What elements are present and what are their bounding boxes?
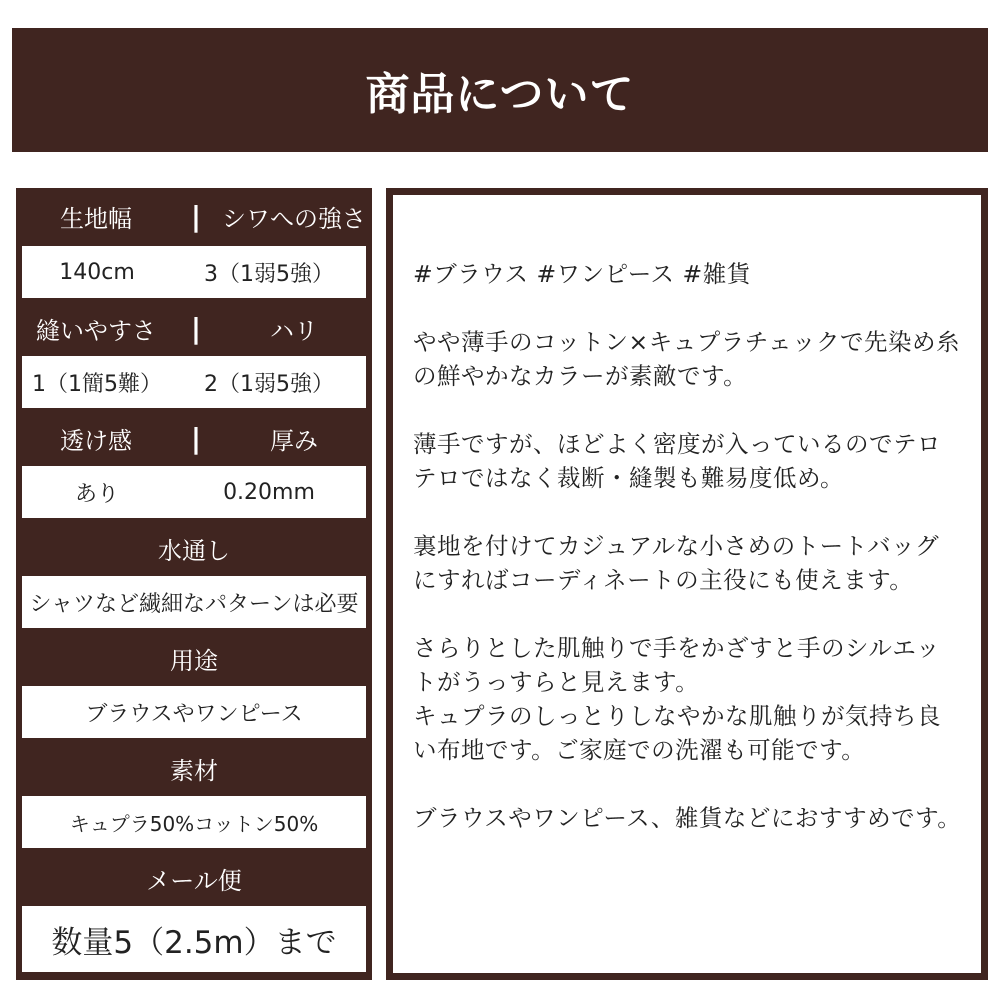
value-material: キュプラ50%コットン50%: [22, 796, 366, 848]
label-material: 素材: [170, 756, 218, 785]
spec-row2-values: [22, 356, 366, 408]
spec-row1-labels: [16, 188, 372, 244]
value-thickness: 0.20mm: [223, 479, 315, 505]
spec-row1-values: [22, 246, 366, 298]
spec-panel: [16, 188, 372, 980]
value-mail-delivery: 数量5（2.5m）まで: [22, 906, 366, 972]
label-mail-delivery: メール便: [146, 866, 242, 895]
value-usage: ブラウスやワンピース: [22, 686, 366, 738]
separator: |: [190, 199, 202, 233]
label-sheerness: 透け感: [60, 426, 132, 455]
value-stiffness: 2（1弱5強）: [204, 371, 334, 397]
separator: |: [190, 421, 202, 455]
description-text: #ブラウス #ワンピース #雑貨 やや薄手のコットン×キュプラチェックで先染め糸の鮮やかなカラーが素敵です。 薄手ですが、ほどよく密度が入っているのでテロテロではなく裁断・縫製も難易度低め。 裏地を付けてカジュアルな小さめのトートバッグにすればコーディネートの主役にも使えます。 さらりとした肌触りで手をかざすと手のシルエットがうっすらと見えます。 キュプラのしっとりしなやかな肌触りが気持ち良い布地です。ご家庭での洗濯も可能です。 ブラウスやワンピース、雑貨などにおすすめです。: [413, 260, 962, 832]
label-thickness: 厚み: [270, 426, 318, 455]
value-fabric-width: 140cm: [59, 259, 135, 285]
label-ease-of-sewing: 縫いやすさ: [36, 316, 156, 345]
value-wrinkle-resistance: 3（1弱5強）: [204, 261, 334, 287]
label-fabric-width: 生地幅: [60, 204, 132, 233]
label-usage: 用途: [170, 646, 218, 675]
value-ease-of-sewing: 1（1簡5難）: [32, 371, 162, 397]
label-pre-wash: 水通し: [158, 536, 230, 565]
description-panel: [386, 188, 988, 980]
page-title: 商品について: [365, 69, 635, 120]
label-stiffness: ハリ: [270, 316, 318, 345]
header-banner: [12, 28, 988, 152]
separator: |: [190, 311, 202, 345]
value-pre-wash: シャツなど繊細なパターンは必要: [22, 576, 366, 628]
spec-row3-values: [22, 466, 366, 518]
spec-row3-labels: [16, 410, 372, 466]
description-box: [393, 195, 981, 973]
value-sheerness: あり: [74, 481, 119, 507]
spec-row2-labels: [16, 300, 372, 356]
label-wrinkle-resistance: シワへの強さ: [222, 204, 366, 233]
